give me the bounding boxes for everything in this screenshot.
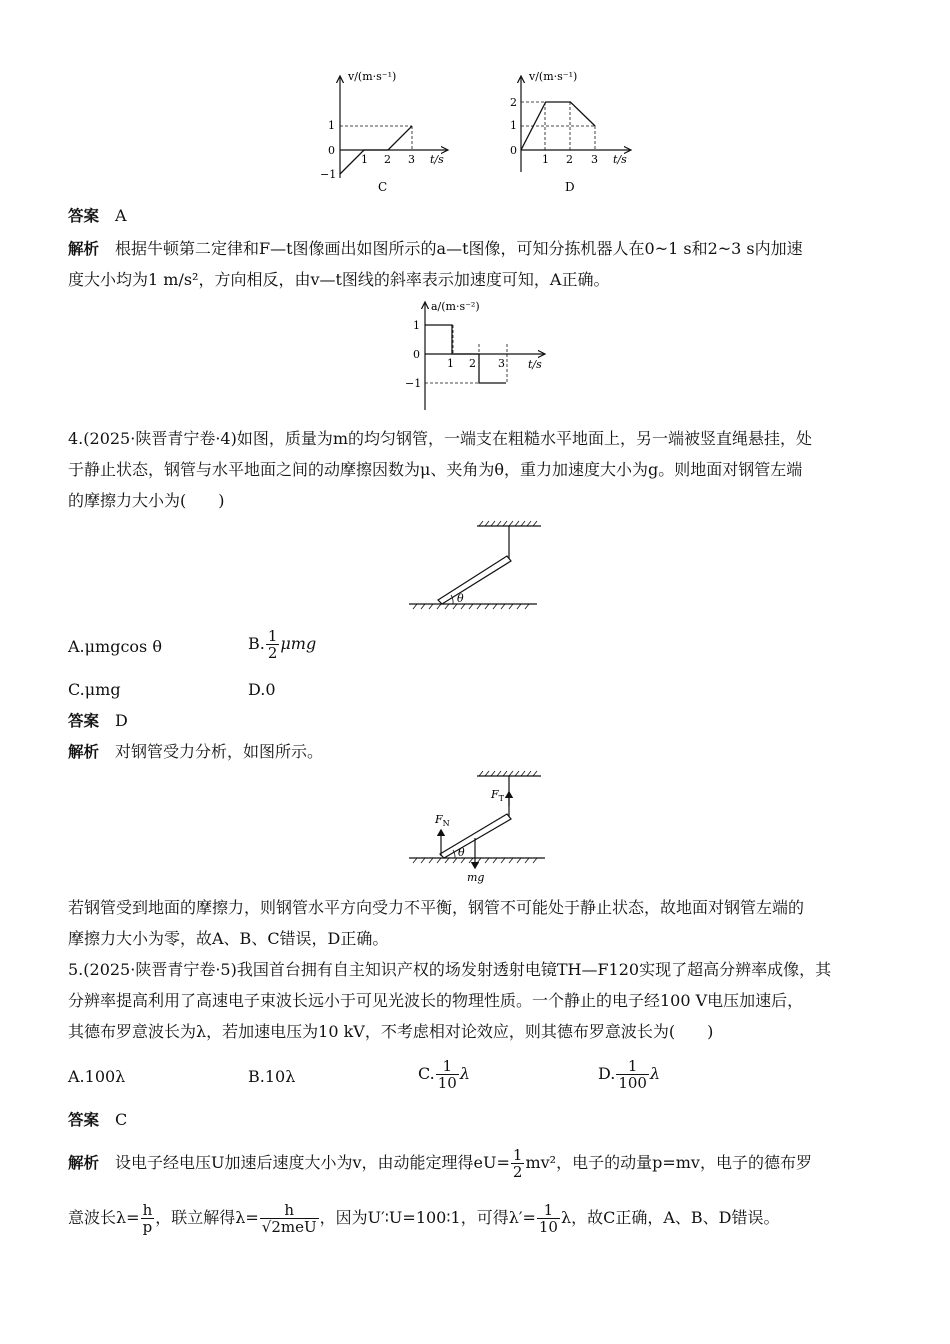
ceiling-hatch-2	[479, 771, 537, 776]
q5-option-d-suffix: λ	[649, 1064, 661, 1083]
d-tick-x1: 1	[542, 153, 549, 166]
ground-hatch	[413, 604, 529, 609]
q4-analysis-label: 解析	[68, 743, 100, 761]
q5-option-c	[418, 1054, 470, 1094]
ft-label: $F_T$	[491, 788, 504, 803]
q5-option-d-num: 1	[616, 1058, 649, 1075]
q5-a2-num3: 1	[537, 1202, 560, 1219]
graph-c	[318, 66, 458, 196]
c-tick-x2: 2	[384, 153, 391, 166]
q5-option-b: B.10λ	[248, 1067, 296, 1086]
q5-answer: C	[115, 1110, 128, 1129]
ceiling-hatch	[479, 521, 537, 526]
q5-a2-tail: λ，故C正确，A、B、D错误。	[560, 1208, 780, 1227]
q4-option-d: D.0	[248, 680, 276, 699]
q4-stem-line1: 4.(2025·陕晋青宁卷·4)如图，质量为m的均匀钢管，一端支在粗糙水平地面上，另一端被竖直绳悬挂，处	[68, 429, 812, 448]
q4-analysis-line	[68, 741, 323, 763]
q5-a2-frac1	[141, 1202, 155, 1235]
q5-a2-mid: ，联立解得λ=	[155, 1208, 259, 1227]
q5-a2-den3: 10	[538, 1218, 558, 1236]
q4-stem-line3: 的摩擦力大小为( )	[68, 491, 225, 510]
d-tick-y2: 2	[510, 96, 517, 109]
a-xlabel: t/s	[528, 358, 542, 371]
q5-option-c-suffix: λ	[459, 1064, 470, 1083]
q5-stem-line2: 分辨率提高利用了高速电子束波长远小于可见光波长的物理性质。一个静止的电子经100 V电压加速后，	[68, 991, 804, 1010]
q4-stem-line2: 于静止状态，钢管与水平地面之间的动摩擦因数为μ、夹角为θ，重力加速度大小为g。则地面对钢管左端	[68, 460, 803, 479]
q4-option-b-frac	[266, 628, 280, 661]
a-tick-ym1: −1	[405, 377, 422, 390]
q5-a2-num: h	[142, 1201, 153, 1219]
q5-option-d	[598, 1054, 660, 1094]
q5-option-c-den: 10	[437, 1074, 457, 1092]
c-tick-y1: 1	[328, 119, 335, 132]
q5-a1-text: 设电子经电压U加速后速度大小为v，由动能定理得eU=	[115, 1153, 510, 1172]
q4-option-b-suffix: μmg	[280, 634, 317, 653]
d-tick-x3: 3	[591, 153, 598, 166]
q5-option-d-frac	[616, 1058, 649, 1091]
d-ylabel: v/(m·s⁻¹)	[529, 70, 578, 83]
q4-answer-line	[68, 710, 128, 732]
q5-option-c-frac	[436, 1058, 459, 1091]
c-tick-x3: 3	[408, 153, 415, 166]
q5-a1-tail: mv²，电子的动量p=mv，电子的德布罗	[525, 1153, 812, 1172]
q4-analysis-text: 对钢管受力分析，如图所示。	[115, 742, 324, 761]
a-ylabel: a/(m·s⁻²)	[431, 300, 480, 313]
graph-d	[505, 66, 645, 196]
q5-a1-frac	[511, 1147, 525, 1180]
q5-a1-den: 2	[512, 1163, 523, 1181]
c-tick-y0: 0	[328, 144, 335, 157]
d-tick-y0: 0	[510, 144, 517, 157]
q4-option-c: C.μmg	[68, 680, 121, 699]
q4-option-b-den: 2	[267, 644, 278, 662]
q5-option-c-prefix: C.	[418, 1064, 435, 1083]
a-tick-y0: 0	[413, 348, 420, 361]
q5-option-a: A.100λ	[68, 1067, 126, 1086]
q3-analysis-text1: 根据牛顿第二定律和F—t图像画出如图所示的a—t图像，可知分拣机器人在0~1 s和2~3 s内加速	[115, 239, 803, 258]
a-tick-x3: 3	[498, 357, 505, 370]
q5-a1-num: 1	[512, 1146, 523, 1164]
q3-analysis-label: 解析	[68, 240, 100, 258]
q5-a2-frac2	[260, 1202, 319, 1235]
q4-option-b	[248, 624, 316, 664]
d-tick-x2: 2	[566, 153, 573, 166]
q5-a2-mid2: ，因为U′∶U=100∶1，可得λ′=	[319, 1208, 536, 1227]
q5-stem-line1: 5.(2025·陕晋青宁卷·5)我国首台拥有自主知识产权的场发射透射电镜TH—F120实现了超高分辨率成像，其	[68, 960, 832, 979]
c-caption: C	[378, 180, 388, 194]
q3-analysis-line1	[68, 238, 803, 260]
q5-analysis-line2	[68, 1198, 780, 1238]
q4-answer-label: 答案	[68, 712, 100, 730]
q5-answer-label: 答案	[68, 1111, 100, 1129]
q4-conclusion-line1: 若钢管受到地面的摩擦力，则钢管水平方向受力不平衡，钢管不可能处于静止状态，故地面对钢管左端的	[68, 898, 805, 917]
theta-label: θ	[457, 592, 464, 605]
q5-a2-text: 意波长λ=	[68, 1208, 140, 1227]
theta-label-2: θ	[458, 846, 465, 859]
q5-answer-line	[68, 1109, 127, 1131]
a-tick-x1: 1	[447, 357, 454, 370]
mg-label: mg	[467, 871, 485, 884]
d-tick-y1: 1	[510, 119, 517, 132]
q4-option-b-prefix: B.	[248, 634, 265, 653]
q5-a2-num2: h	[260, 1202, 319, 1219]
q4-pipe-figure	[405, 518, 545, 610]
c-tick-ym1: −1	[320, 168, 337, 181]
a-tick-y1: 1	[413, 319, 420, 332]
q3-answer-label: 答案	[68, 207, 100, 225]
q4-conclusion-line2: 摩擦力大小为零，故A、B、C错误，D正确。	[68, 929, 389, 948]
c-xlabel: t/s	[430, 153, 444, 166]
q5-analysis-line1	[68, 1143, 812, 1183]
steel-pipe	[438, 556, 511, 604]
q5-stem-line3: 其德布罗意波长为λ，若加速电压为10 kV，不考虑相对论效应，则其德布罗意波长为( )	[68, 1022, 714, 1041]
d-caption: D	[565, 180, 575, 194]
q5-a2-den: p	[142, 1218, 153, 1236]
a-tick-x2: 2	[469, 357, 476, 370]
q3-analysis-text2: 度大小均为1 m/s²，方向相反，由v—t图线的斜率表示加速度可知，A正确。	[68, 270, 610, 289]
q3-answer: A	[115, 206, 127, 225]
q4-force-figure	[405, 768, 555, 886]
q5-analysis-label: 解析	[68, 1154, 100, 1172]
q5-option-c-num: 1	[436, 1058, 459, 1075]
fn-label: $F_N$	[435, 813, 450, 828]
q5-option-d-den: 100	[618, 1074, 647, 1092]
q4-answer: D	[115, 711, 128, 730]
d-xlabel: t/s	[613, 153, 627, 166]
q3-answer-line	[68, 205, 127, 227]
q4-option-b-num: 1	[267, 627, 278, 645]
q5-a2-frac3	[537, 1202, 560, 1235]
q5-a2-den2: √2meU	[261, 1218, 317, 1236]
q4-option-a: A.μmgcos θ	[68, 637, 162, 656]
c-ylabel: v/(m·s⁻¹)	[348, 70, 397, 83]
graph-a	[400, 296, 560, 416]
c-tick-x1: 1	[361, 153, 368, 166]
q5-option-d-prefix: D.	[598, 1064, 616, 1083]
